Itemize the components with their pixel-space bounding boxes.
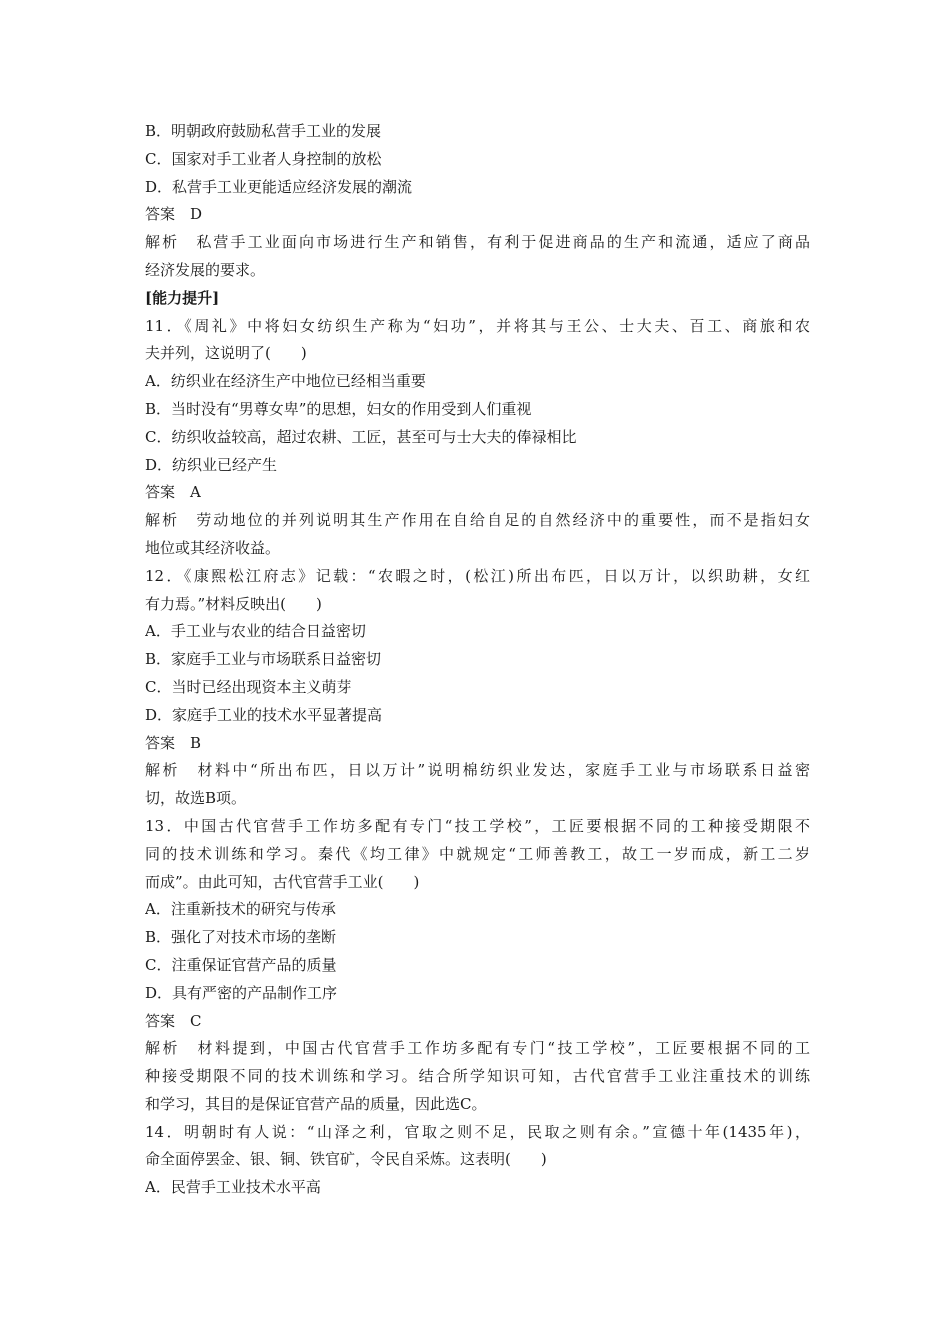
q12-analysis-line-1: 解析 材料中“所出布匹，日以万计”说明棉纺织业发达，家庭手工业与市场联系日益密 xyxy=(145,761,810,780)
q14-stem-line-2: 命全面停罢金、银、铜、铁官矿，令民自采炼。这表明( ) xyxy=(145,1150,547,1169)
q12-option-c: C．当时已经出现资本主义萌芽 xyxy=(145,677,352,696)
q14-stem-line-1: 14．明朝时有人说：“山泽之利，官取之则不足，民取之则有余。”宣德十年(1435年)， xyxy=(145,1122,810,1141)
q12-option-d: D．家庭手工业的技术水平显著提高 xyxy=(145,705,383,724)
q12-stem-line-2: 有力焉。”材料反映出( ) xyxy=(145,594,322,613)
q13-option-b: B．强化了对技术市场的垄断 xyxy=(145,928,337,947)
q13-analysis-line-1: 解析 材料提到，中国古代官营手工作坊多配有专门“技工学校”，工匠要根据不同的工 xyxy=(145,1039,810,1058)
q10-option-d: D．私营手工业更能适应经济发展的潮流 xyxy=(145,177,413,196)
q12-stem-line-1: 12．《康熙松江府志》记载：“农暇之时，(松江)所出布匹，日以万计，以织助耕，女红 xyxy=(145,566,810,585)
q13-stem-line-2: 同的技术训练和学习。秦代《均工律》中就规定“工师善教工，故工一岁而成，新工二岁 xyxy=(145,844,810,863)
q13-analysis-line-2: 种接受期限不同的技术训练和学习。结合所学知识可知，古代官营手工业注重技术的训练 xyxy=(145,1067,810,1086)
q12-analysis-line-2: 切，故选B项。 xyxy=(145,789,247,808)
q13-option-d: D．具有严密的产品制作工序 xyxy=(145,983,338,1002)
q10-analysis-line-1: 解析 私营手工业面向市场进行生产和销售，有利于促进商品的生产和流通，适应了商品 xyxy=(145,233,810,252)
q13-stem-line-3: 而成”。由此可知，古代官营手工业( ) xyxy=(145,872,420,891)
q11-option-d: D．纺织业已经产生 xyxy=(145,455,278,474)
q11-analysis-line-1: 解析 劳动地位的并列说明其生产作用在自给自足的自然经济中的重要性，而不是指妇女 xyxy=(145,511,810,530)
document-page xyxy=(145,118,810,1202)
q13-option-c: C．注重保证官营产品的质量 xyxy=(145,955,337,974)
q11-option-a: A．纺织业在经济生产中地位已经相当重要 xyxy=(145,372,426,391)
q10-option-b: B．明朝政府鼓励私营手工业的发展 xyxy=(145,122,382,140)
q10-analysis-line-2: 经济发展的要求。 xyxy=(145,260,266,279)
q13-answer: 答案 C xyxy=(145,1011,202,1030)
q13-option-a: A．注重新技术的研究与传承 xyxy=(145,900,336,919)
q13-analysis-line-3: 和学习，其目的是保证官营产品的质量，因此选C。 xyxy=(145,1094,487,1113)
q14-option-a: A．民营手工业技术水平高 xyxy=(145,1178,321,1197)
q12-option-a: A．手工业与农业的结合日益密切 xyxy=(145,622,366,641)
q11-stem-line-2: 夫并列，这说明了( ) xyxy=(145,344,307,363)
q12-option-b: B．家庭手工业与市场联系日益密切 xyxy=(145,650,382,669)
section-title: [能力提升] xyxy=(145,288,220,307)
q10-option-c: C．国家对手工业者人身控制的放松 xyxy=(145,149,382,168)
q10-answer: 答案 D xyxy=(145,205,203,224)
q11-answer: 答案 A xyxy=(145,483,201,502)
q11-stem-line-1: 11．《周礼》中将妇女纺织生产称为“妇功”，并将其与王公、士大夫、百工、商旅和农 xyxy=(145,316,810,335)
q11-option-b: B．当时没有“男尊女卑”的思想，妇女的作用受到人们重视 xyxy=(145,399,532,418)
q11-analysis-line-2: 地位或其经济收益。 xyxy=(145,538,281,557)
q11-option-c: C．纺织收益较高，超过农耕、工匠，甚至可与士大夫的俸禄相比 xyxy=(145,427,577,446)
q12-answer: 答案 B xyxy=(145,733,202,752)
q13-stem-line-1: 13．中国古代官营手工作坊多配有专门“技工学校”，工匠要根据不同的工种接受期限不 xyxy=(145,816,810,835)
